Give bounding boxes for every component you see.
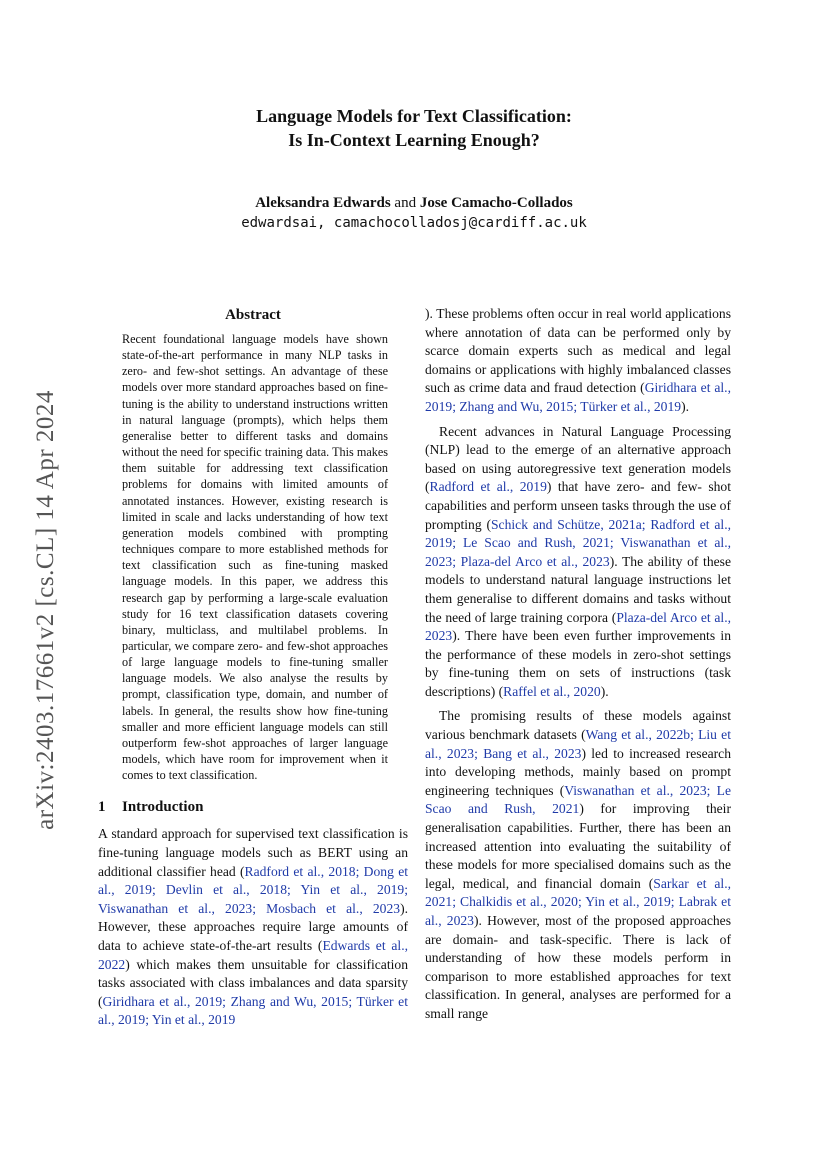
- body-text: ). The ability of these models to understand natural language instructions let them generalise to different domains and tasks without the need of large training corpora (: [425, 553, 731, 625]
- body-text: ).: [600, 683, 609, 699]
- author-list: [0, 193, 828, 213]
- intro-paragraph: [425, 423, 731, 702]
- abstract-text: Recent foundational language models have shown state-of-the-art performance in many NLP tasks in zero- and few-shot settings. An advantage of these models over more standard approaches based on fine-tuning is the ability to understand instructions written in natural language (prompts), which helps them generalise better to different tasks and domains without the need for specific training data. This makes them suitable for addressing text classification problems for domains with limited amounts of annotated instances. However, existing research is limited in scale and lacks understanding of how text generation models combined with prompting techniques compare to more established methods for text classification such as fine-tuning masked language models. In this paper, we address this research gap by performing a large-scale evaluation study for 16 text classification datasets covering binary, multiclass, and multilabel problems. In particular, we compare zero- and few-shot approaches of large language models to fine-tuning smaller language models. We also analyse the results by prompt, classification type, domain, and number of labels. In general, the results show how fine-tuning smaller and more efficient language models can still outperform few-shot approaches of larger language models, which have room for improvement when it comes to text classification.: [122, 332, 388, 783]
- abstract-heading: Abstract: [225, 307, 281, 323]
- arxiv-identifier: arXiv:2403.17661v2 [cs.CL] 14 Apr 2024: [32, 390, 59, 830]
- body-text: Recent advances in Natural Language Processing (NLP) lead to the emerge of an alternative approach based on using autoregressive text generation models (: [425, 423, 731, 495]
- paper-title: [0, 104, 828, 152]
- body-text: ) led to increased research into developing methods, mainly based on prompt engineering techniques (: [425, 745, 731, 798]
- citation-link[interactable]: Wang et al., 2022b; Liu et al., 2023; Bang et al., 2023: [425, 727, 731, 761]
- section-heading: [98, 797, 408, 817]
- citation-link[interactable]: Plaza-del Arco et al., 2023: [425, 609, 731, 644]
- citation-link[interactable]: Giridhara et al., 2019; Zhang and Wu, 2015; Türker et al., 2019: [425, 380, 731, 414]
- section-number: 1: [98, 799, 106, 816]
- author-emails: edwardsai, camachocolladosj@cardiff.ac.uk: [241, 215, 587, 231]
- citation-link[interactable]: Radford et al., 2019: [429, 479, 547, 495]
- citation-link[interactable]: Radford et al., 2018; Dong et al., 2019; Devlin et al., 2018; Yin et al., 2019; Viswanathan et al., 2023; Mosbach et al., 2023: [98, 863, 408, 916]
- body-text: ). These problems often occur in real world applications where annotation of data can be performed only by scarce domain experts such as medical and legal domains or applications with highly imbalanced classes such as crime data and fraud detection (: [425, 306, 731, 396]
- author-name: Jose Camacho-Collados: [419, 195, 573, 211]
- left-column: [98, 305, 408, 1030]
- body-text: ). There have been even further improvements in the performance of these models in zero-shot settings by fine-tuning them on sets of instructions (task descriptions) (: [425, 628, 731, 699]
- body-text: ) for improving their generalisation capabilities. Further, there has been an increased attention into evaluating the suitability of these models for more specialised domains such as the legal, medical, and financial domain (: [425, 801, 731, 891]
- intro-paragraph: [98, 825, 408, 1030]
- body-text: ) that have zero- and few- shot capabilities and perform unseen tasks through the use of prompting (: [425, 479, 731, 532]
- citation-link[interactable]: Raffel et al., 2020: [503, 683, 601, 699]
- body-text: The promising results of these models against various benchmark datasets (: [425, 708, 731, 743]
- section-title: Introduction: [122, 799, 204, 816]
- body-text: ). However, these approaches require large amounts of data to achieve state-of-the-art results (: [98, 900, 408, 953]
- body-text: ). However, most of the proposed approaches are domain- and task-specific. There is lack of understanding of how these models perform in comparison to more established approaches for text classification. In general, analyses are performed for a small range: [425, 913, 731, 1021]
- arxiv-sidebar: [28, 360, 64, 860]
- title-line-2: Is In-Context Learning Enough?: [288, 130, 540, 150]
- author-separator: and: [394, 195, 417, 211]
- body-text: ) which makes them unsuitable for classification tasks associated with class imbalances and data sparsity (: [98, 956, 408, 1009]
- citation-link[interactable]: Edwards et al., 2022: [98, 937, 408, 972]
- intro-paragraph: [425, 707, 731, 1023]
- citation-link[interactable]: Giridhara et al., 2019; Zhang and Wu, 2015; Türker et al., 2019; Yin et al., 2019: [98, 993, 408, 1028]
- citation-link[interactable]: Sarkar et al., 2021; Chalkidis et al., 2020; Yin et al., 2019; Labrak et al., 2023: [425, 875, 731, 928]
- right-column: [425, 305, 731, 1024]
- body-text: A standard approach for supervised text classification is fine-tuning language models such as BERT using an additional classifier head (: [98, 826, 408, 879]
- citation-link[interactable]: Schick and Schütze, 2021a; Radford et al., 2019; Le Scao and Rush, 2021; Viswanathan et al., 2023; Plaza-del Arco et al., 2023: [425, 516, 731, 569]
- body-text: ).: [681, 398, 689, 414]
- citation-link[interactable]: Viswanathan et al., 2023; Le Scao and Rush, 2021: [425, 782, 732, 817]
- title-line-1: Language Models for Text Classification:: [256, 106, 572, 126]
- author-name: Aleksandra Edwards: [255, 195, 391, 211]
- intro-paragraph-continued: [425, 305, 731, 417]
